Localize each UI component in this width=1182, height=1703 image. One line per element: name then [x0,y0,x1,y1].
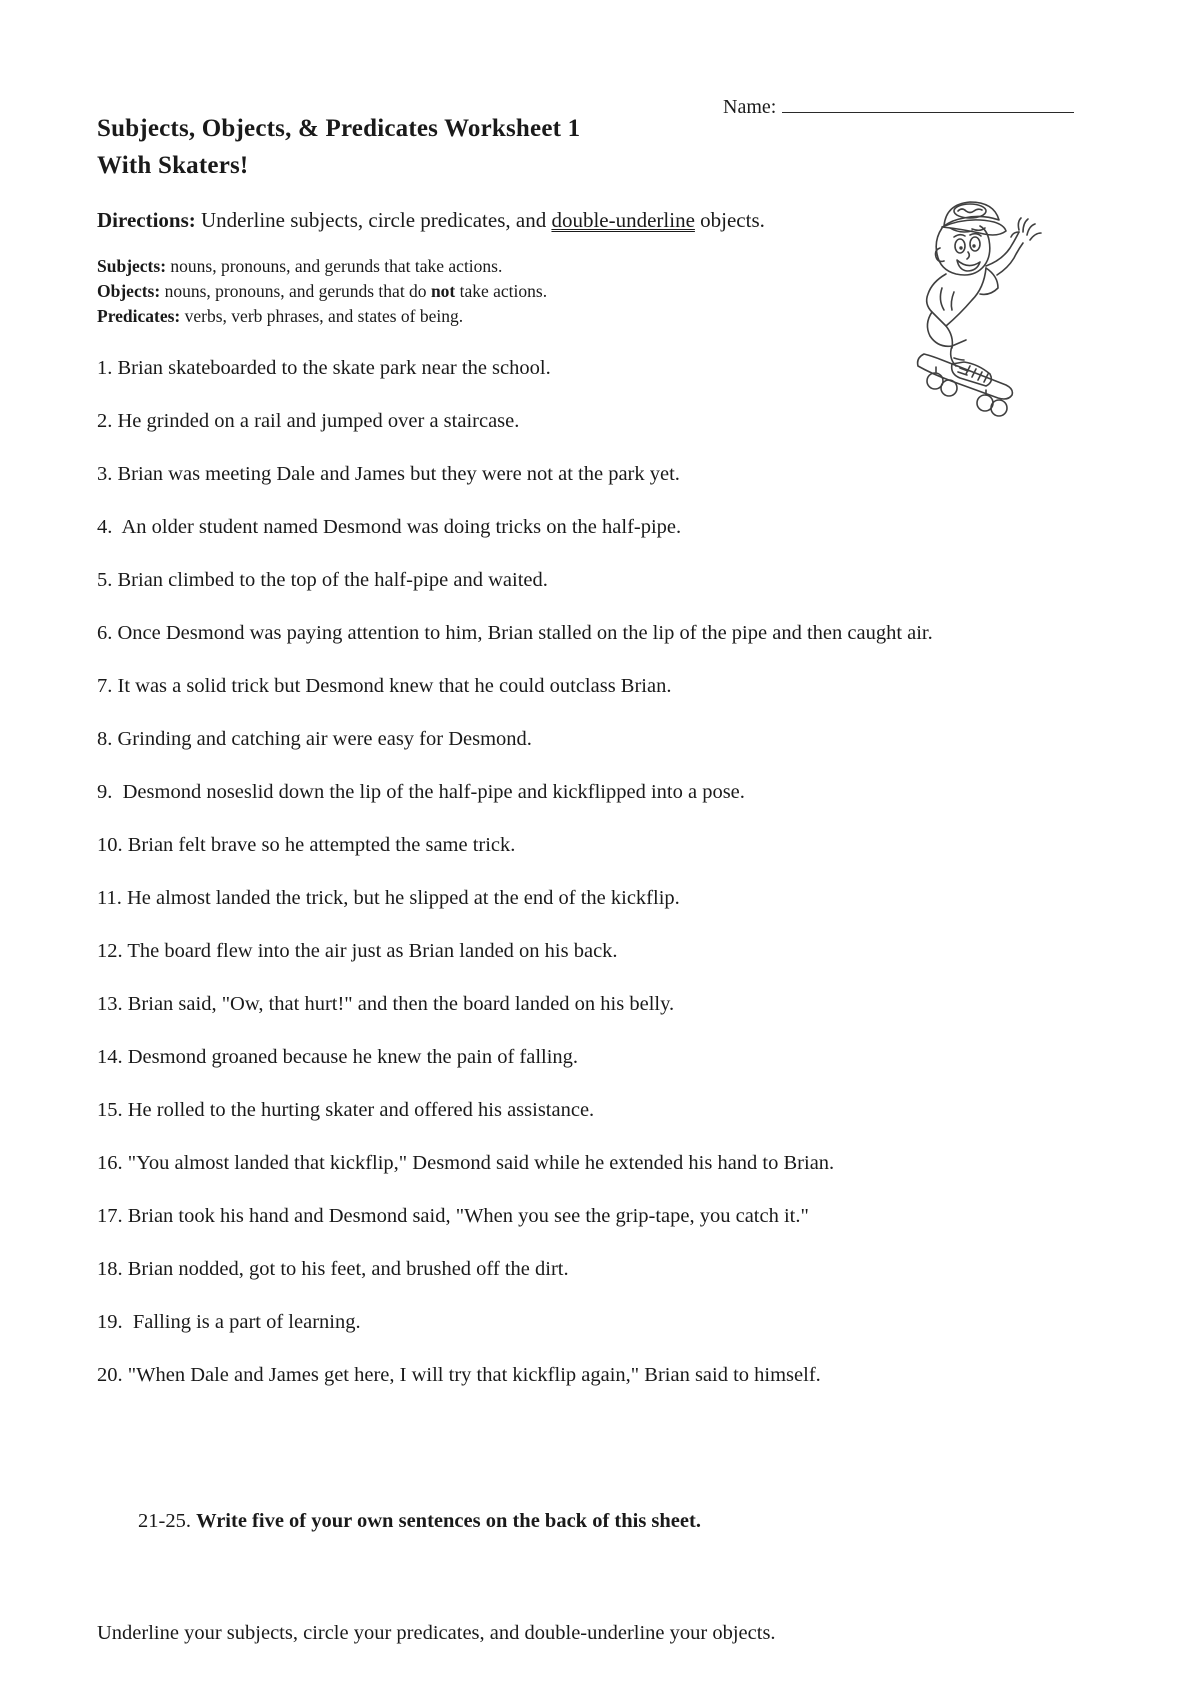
subjects-label: Subjects: [97,256,167,276]
subjects-text: nouns, pronouns, and gerunds that take actions. [170,256,503,276]
footer-instructions [97,1423,1085,1703]
predicates-label: Predicates: [97,306,181,326]
directions-label: Directions: [97,208,196,232]
sentence-19: 19. Falling is a part of learning. [97,1311,361,1333]
directions-double-underline-word: double-underline [551,208,695,232]
sentence-13: 13. Brian said, "Ow, that hurt!" and then the board landed on his belly. [97,993,675,1015]
footer-line-2: Underline your subjects, circle your predicates, and double-underline your objects. [97,1622,776,1644]
sentence-1: 1. Brian skateboarded to the skate park near the school. [97,357,551,379]
skater-boy-svg [898,196,1066,418]
sentence-8: 8. Grinding and catching air were easy for Desmond. [97,728,532,750]
sentence-3: 3. Brian was meeting Dale and James but they were not at the park yet. [97,463,680,485]
sentence-16: 16. "You almost landed that kickflip," Desmond said while he extended his hand to Brian. [97,1152,835,1174]
sentence-7: 7. It was a solid trick but Desmond knew that he could outclass Brian. [97,675,672,697]
objects-text-before: nouns, pronouns, and gerunds that do [164,281,427,301]
sentence-5: 5. Brian climbed to the top of the half-pipe and waited. [97,569,548,591]
name-blank-line [782,97,1074,113]
sentence-15: 15. He rolled to the hurting skater and offered his assistance. [97,1099,595,1121]
page-title [97,110,1085,184]
sentence-18: 18. Brian nodded, got to his feet, and brushed off the dirt. [97,1258,569,1280]
objects-bold-word: not [430,281,456,301]
skater-boy-illustration [898,196,1066,418]
title-line-2: With Skaters! [97,152,249,179]
sentence-12: 12. The board flew into the air just as Brian landed on his back. [97,940,618,962]
predicates-text: verbs, verb phrases, and states of being. [184,306,464,326]
sentence-4: 4. An older student named Desmond was doing tricks on the half-pipe. [97,516,682,538]
sentence-10: 10. Brian felt brave so he attempted the same trick. [97,834,516,856]
name-row [723,96,1079,119]
directions-text-after: objects. [700,208,765,232]
title-line-1: Subjects, Objects, & Predicates Worksheet 1 [97,115,581,142]
sentence-list [97,357,1085,1386]
footer-bold-instruction: Write five of your own sentences on the back of this sheet. [196,1510,701,1532]
footer-range-label: 21-25. [138,1510,191,1532]
sentence-14: 14. Desmond groaned because he knew the pain of falling. [97,1046,579,1068]
directions-text-before: Underline subjects, circle predicates, and [201,208,547,232]
objects-text-after: take actions. [459,281,548,301]
sentence-9: 9. Desmond noseslid down the lip of the half-pipe and kickflipped into a pose. [97,781,745,803]
sentence-6: 6. Once Desmond was paying attention to him, Brian stalled on the lip of the pipe and then caught air. [97,622,933,644]
sentence-2: 2. He grinded on a rail and jumped over a staircase. [97,410,520,432]
sentence-20: 20. "When Dale and James get here, I will try that kickflip again," Brian said to himself. [97,1364,821,1386]
sentence-17: 17. Brian took his hand and Desmond said, "When you see the grip-tape, you catch it." [97,1205,809,1227]
sentence-11: 11. He almost landed the trick, but he slipped at the end of the kickflip. [97,887,680,909]
name-label: Name: [723,96,777,118]
footer-line-1 [97,1479,1085,1563]
objects-label: Objects: [97,281,161,301]
